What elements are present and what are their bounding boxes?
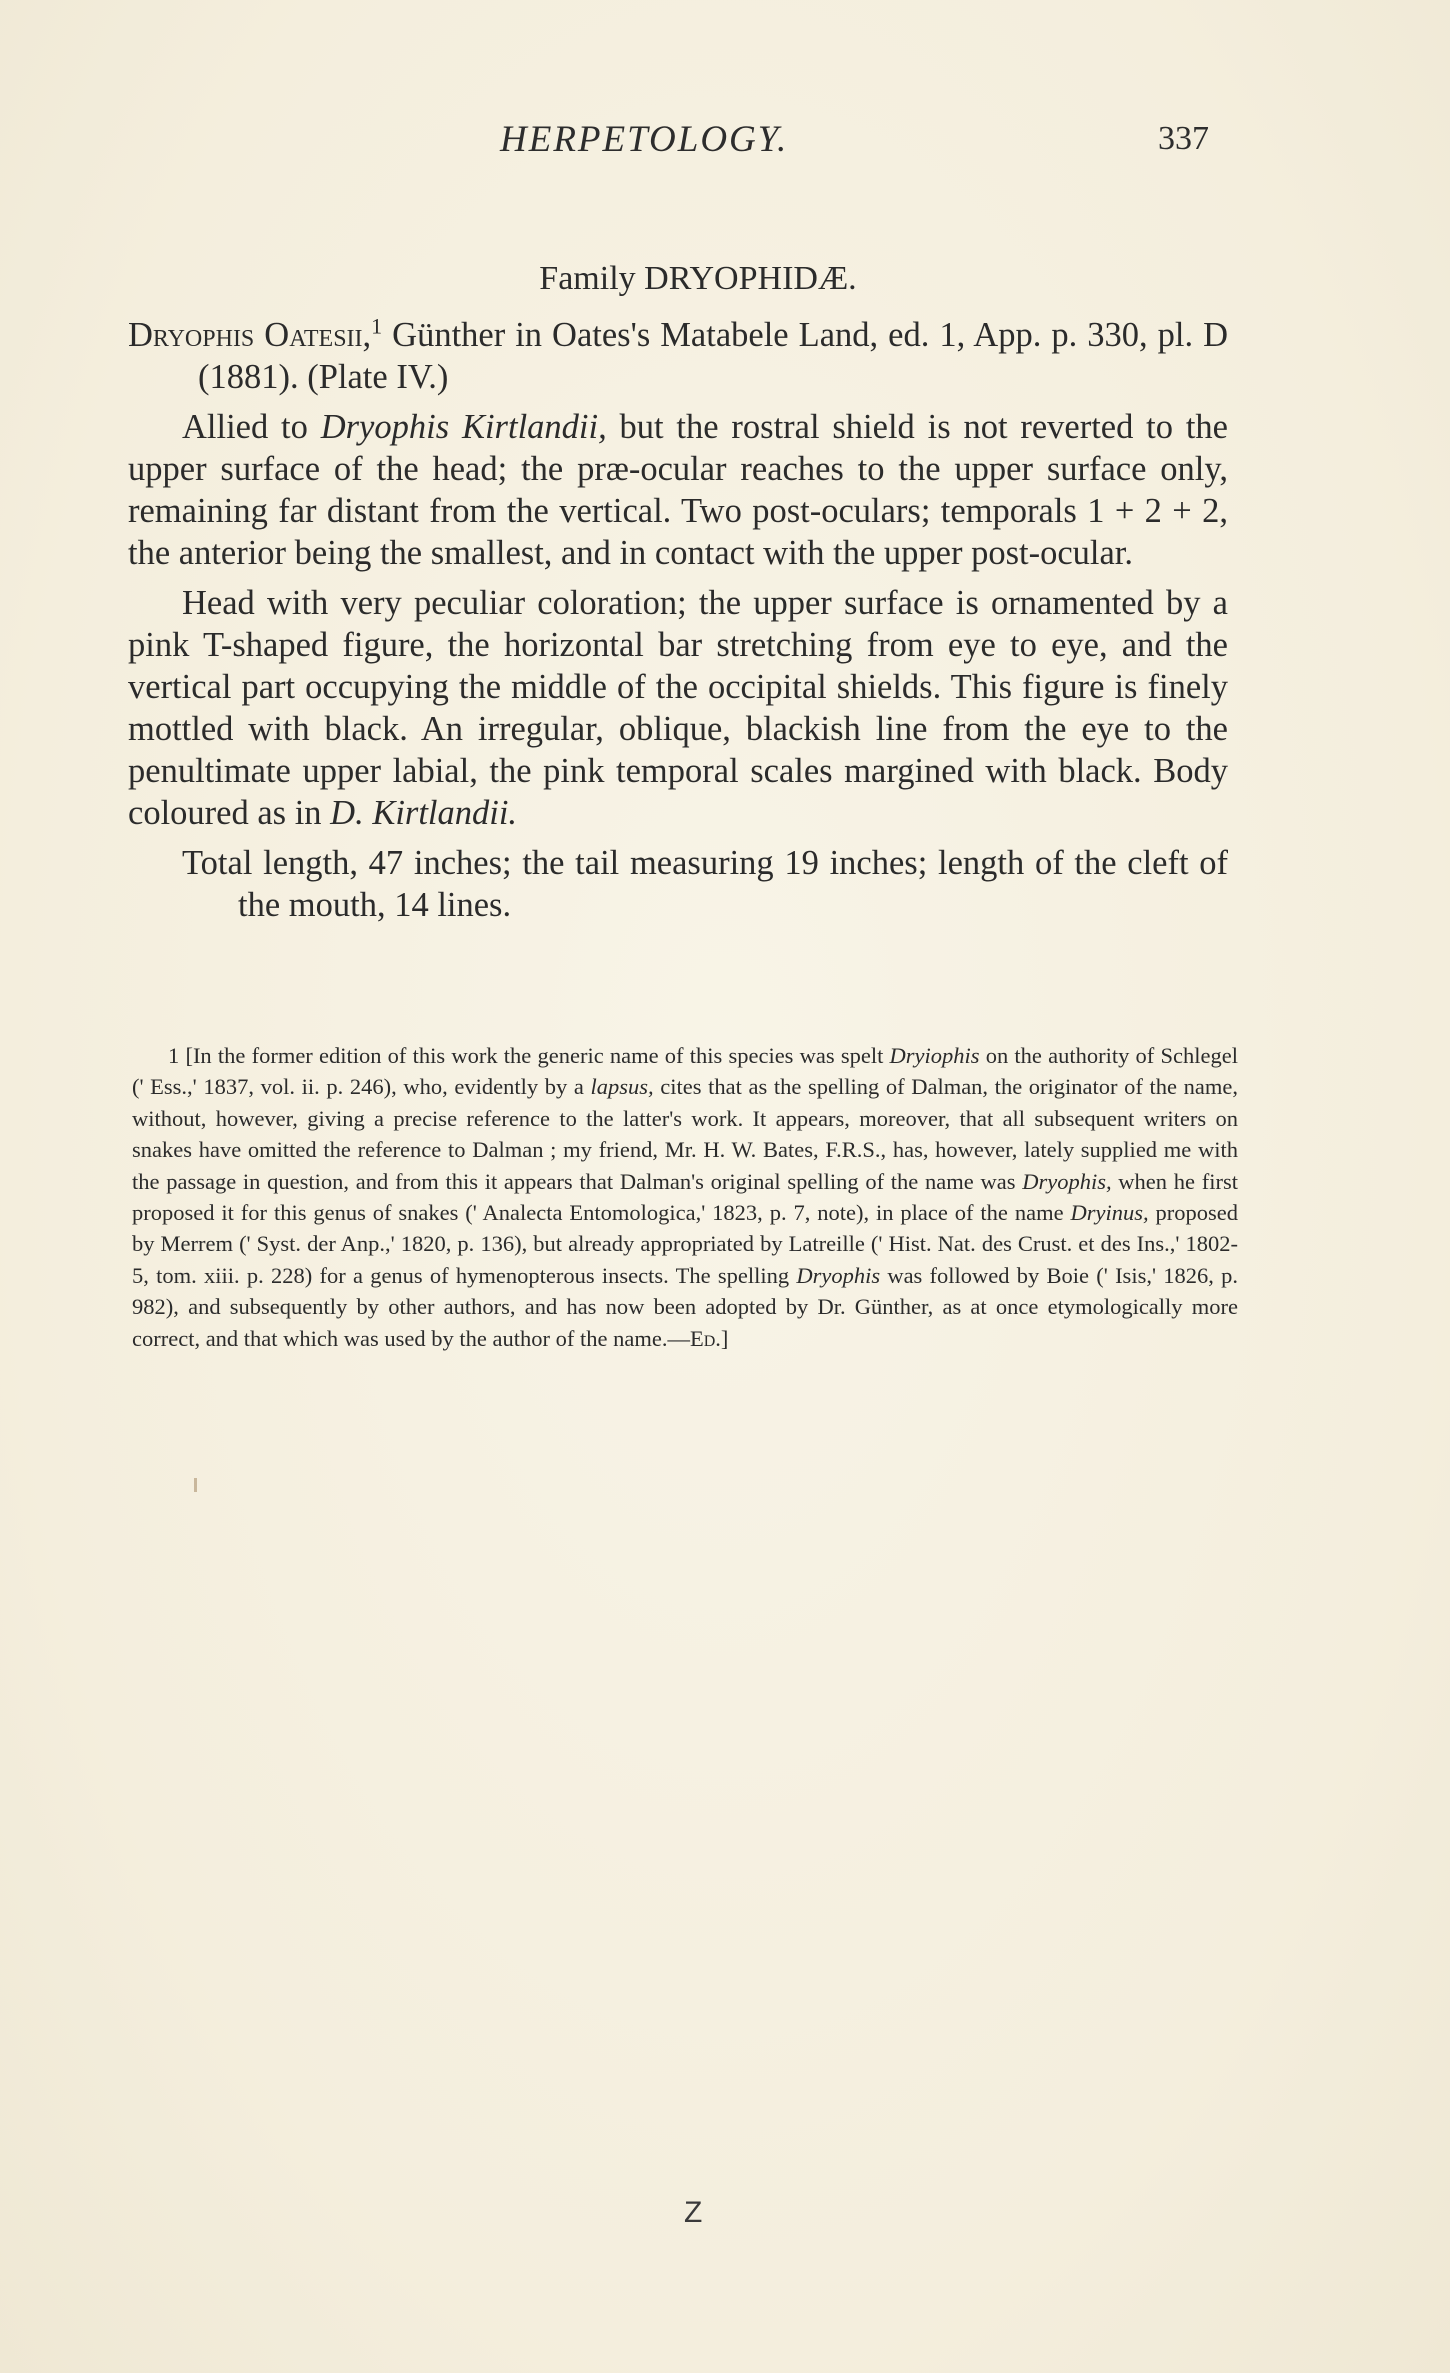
- footnote-text: ]: [720, 1325, 729, 1351]
- footnote-text: was followed by Boie (' Isis,' 1826, p. 982), and subsequently by other authors, and has now been adopted by Dr. Günther, as at once etymologically more correct, and that which was used by the author of the name.—: [132, 1262, 1238, 1351]
- footnote-italic: Dryophis: [796, 1262, 881, 1288]
- family-name: DRYOPHIDÆ.: [644, 260, 857, 297]
- family-heading: [128, 258, 1228, 300]
- species-citation: Günther in Oates's Matabele Land, ed. 1, App. p. 330, pl. D (1881). (Plate IV.): [198, 316, 1228, 396]
- footnote-text: when he first proposed it for this genus of snakes (' Analecta Entomologica,' 1823, p. 7, note), in place of the name: [132, 1168, 1238, 1226]
- footnote-marker: 1: [168, 1043, 180, 1068]
- footnote-italic: Dryiophis: [889, 1043, 980, 1068]
- main-text: [128, 258, 1228, 926]
- paragraph-text: but the rostral shield is not reverted to the upper surface of the head; the præ-ocular reaches to the upper surface only, remaining far distant from the vertical. Two post-oculars; temporals 1 + 2 + 2, the anterior being the smallest, and in contact with the upper post-ocular.: [128, 408, 1228, 572]
- footnote-italic: lapsus,: [590, 1074, 654, 1100]
- page-number: 337: [1158, 120, 1209, 157]
- paper-blemish: [194, 1478, 197, 1492]
- family-prefix: Family: [539, 260, 645, 297]
- footnote-text: cites that as the spelling of Dalman, the originator of the name, without, however, giving a precise reference to the latter's work. It appears, moreover, that all subsequent writers on snakes have omitted the reference to Dalman ; my friend, Mr. H. W. Bates, F.R.S., has, however, lately supplied me with the passage in question, and from this it appears that Dalman's original spelling of the name was: [132, 1074, 1238, 1194]
- footnote: [132, 1040, 1238, 1354]
- measurements-paragraph: Total length, 47 inches; the tail measuring 19 inches; length of the cleft of the mouth, 14 lines.: [182, 844, 1228, 924]
- footnote-text: on the authority of Schlegel (' Ess.,' 1837, vol. ii. p. 246), who, evidently by a: [132, 1043, 1238, 1100]
- paragraph-text: Allied to: [182, 408, 321, 446]
- footnote-italic: Dryinus,: [1070, 1200, 1149, 1226]
- footnote-text: proposed by Merrem (' Syst. der Anp.,' 1820, p. 136), but already appropriated by Latreille (' Hist. Nat. des Crust. et des Ins.,' 1802-5, tom. xiii. p. 228) for a genus of hymenopterous insects. The spelling: [132, 1200, 1238, 1288]
- running-title: HERPETOLOGY.: [500, 119, 789, 160]
- species-entry: [128, 314, 1228, 398]
- footnote-reference[interactable]: 1: [371, 313, 383, 339]
- taxon-name: Dryophis Kirtlandii,: [320, 408, 607, 446]
- description-paragraph: [128, 406, 1228, 574]
- taxon-name: D. Kirtlandii.: [330, 794, 518, 832]
- paragraph-text: Head with very peculiar coloration; the upper surface is ornamented by a pink T-shaped figure, the horizontal bar stretching from eye to eye, and the vertical part occupying the middle of the occipital shields. This figure is finely mottled with black. An irregular, oblique, blackish line from the eye to the penultimate upper labial, the pink temporal scales margined with black. Body coloured as in: [128, 584, 1228, 832]
- editor-mark: Ed.: [689, 1325, 721, 1351]
- signature-mark: Z: [684, 2196, 703, 2229]
- footnote-italic: Dryophis,: [1022, 1168, 1112, 1194]
- running-head: [0, 118, 1450, 178]
- species-name: Dryophis Oatesii,: [128, 316, 372, 354]
- footnote-text: [In the former edition of this work the generic name of this species was spelt: [179, 1043, 890, 1068]
- coloration-paragraph: [128, 582, 1228, 834]
